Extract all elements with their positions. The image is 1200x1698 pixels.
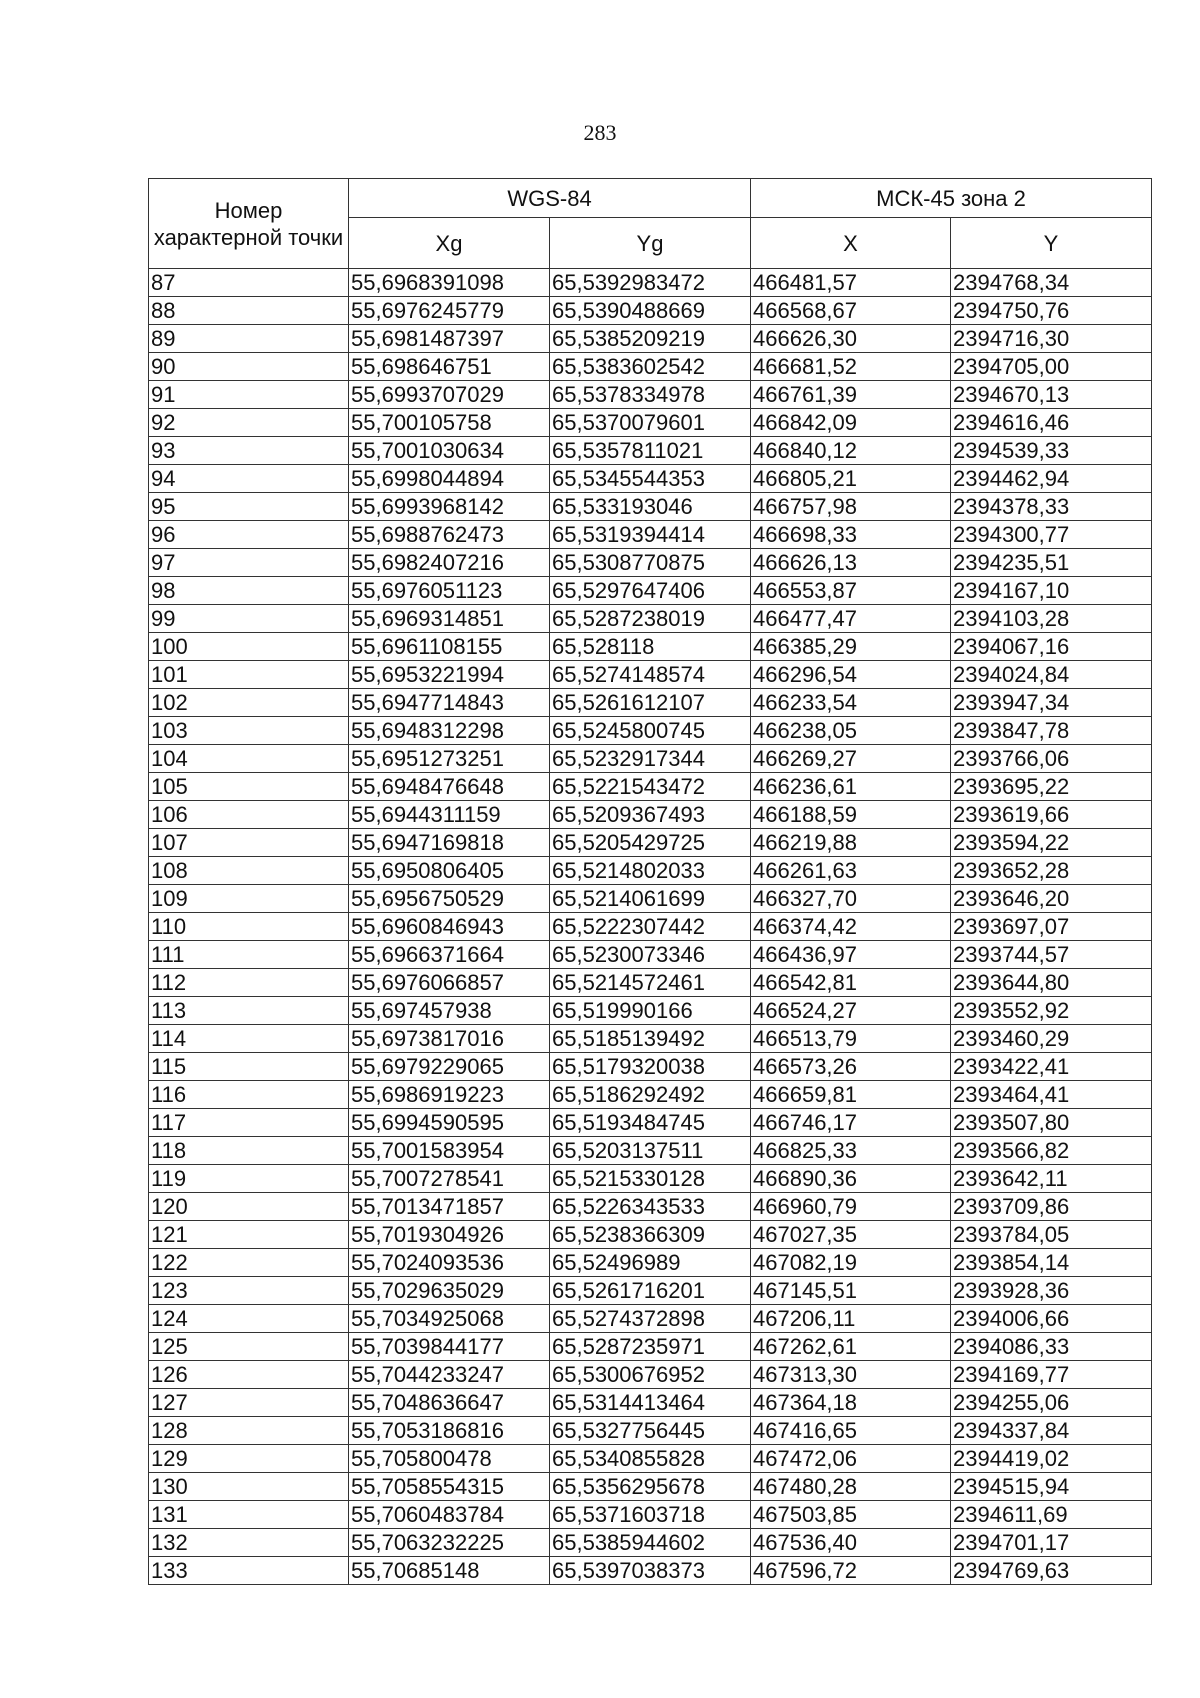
cell-y: 2394670,13: [951, 381, 1152, 409]
cell-yg: 65,5308770875: [550, 549, 751, 577]
cell-yg: 65,5214572461: [550, 969, 751, 997]
cell-xg: 55,6981487397: [349, 325, 550, 353]
table-row: [149, 689, 1152, 717]
table-header: [149, 179, 1152, 269]
cell-yg: 65,5300676952: [550, 1361, 751, 1389]
cell-point-number: 117: [149, 1109, 349, 1137]
cell-x: 466553,87: [751, 577, 951, 605]
cell-xg: 55,7063232225: [349, 1529, 550, 1557]
table-row: [149, 717, 1152, 745]
table-row: [149, 745, 1152, 773]
cell-x: 466385,29: [751, 633, 951, 661]
cell-y: 2393646,20: [951, 885, 1152, 913]
cell-point-number: 130: [149, 1473, 349, 1501]
cell-xg: 55,7024093536: [349, 1249, 550, 1277]
cell-xg: 55,6947714843: [349, 689, 550, 717]
cell-point-number: 132: [149, 1529, 349, 1557]
cell-xg: 55,6968391098: [349, 269, 550, 297]
cell-point-number: 95: [149, 493, 349, 521]
cell-yg: 65,5245800745: [550, 717, 751, 745]
cell-x: 467027,35: [751, 1221, 951, 1249]
cell-xg: 55,6969314851: [349, 605, 550, 633]
cell-yg: 65,5345544353: [550, 465, 751, 493]
cell-yg: 65,5287235971: [550, 1333, 751, 1361]
cell-xg: 55,6979229065: [349, 1053, 550, 1081]
cell-point-number: 133: [149, 1557, 349, 1585]
cell-y: 2393784,05: [951, 1221, 1152, 1249]
cell-x: 466626,30: [751, 325, 951, 353]
cell-x: 466188,59: [751, 801, 951, 829]
cell-yg: 65,5232917344: [550, 745, 751, 773]
cell-point-number: 114: [149, 1025, 349, 1053]
cell-x: 466477,47: [751, 605, 951, 633]
cell-point-number: 123: [149, 1277, 349, 1305]
cell-point-number: 118: [149, 1137, 349, 1165]
cell-xg: 55,7039844177: [349, 1333, 550, 1361]
page-number: 283: [583, 120, 617, 145]
cell-x: 467416,65: [751, 1417, 951, 1445]
cell-xg: 55,6953221994: [349, 661, 550, 689]
cell-yg: 65,5193484745: [550, 1109, 751, 1137]
cell-x: 466746,17: [751, 1109, 951, 1137]
table-row: [149, 1557, 1152, 1585]
cell-y: 2394167,10: [951, 577, 1152, 605]
cell-xg: 55,6960846943: [349, 913, 550, 941]
cell-x: 466681,52: [751, 353, 951, 381]
cell-x: 466219,88: [751, 829, 951, 857]
cell-xg: 55,705800478: [349, 1445, 550, 1473]
cell-xg: 55,6973817016: [349, 1025, 550, 1053]
table-row: [149, 493, 1152, 521]
cell-point-number: 128: [149, 1417, 349, 1445]
table-row: [149, 857, 1152, 885]
cell-x: 466659,81: [751, 1081, 951, 1109]
cell-x: 466825,33: [751, 1137, 951, 1165]
cell-x: 466374,42: [751, 913, 951, 941]
cell-xg: 55,7029635029: [349, 1277, 550, 1305]
cell-y: 2394024,84: [951, 661, 1152, 689]
cell-xg: 55,6993707029: [349, 381, 550, 409]
cell-y: 2394255,06: [951, 1389, 1152, 1417]
cell-x: 467596,72: [751, 1557, 951, 1585]
cell-yg: 65,5186292492: [550, 1081, 751, 1109]
cell-point-number: 115: [149, 1053, 349, 1081]
header-msk45-zone2: МСК-45 зона 2: [751, 179, 1152, 218]
cell-y: 2393594,22: [951, 829, 1152, 857]
cell-xg: 55,7044233247: [349, 1361, 550, 1389]
cell-yg: 65,5297647406: [550, 577, 751, 605]
cell-y: 2394705,00: [951, 353, 1152, 381]
cell-x: 466842,09: [751, 409, 951, 437]
cell-xg: 55,6994590595: [349, 1109, 550, 1137]
cell-xg: 55,7058554315: [349, 1473, 550, 1501]
table-row: [149, 269, 1152, 297]
cell-xg: 55,7007278541: [349, 1165, 550, 1193]
cell-point-number: 88: [149, 297, 349, 325]
cell-point-number: 92: [149, 409, 349, 437]
cell-xg: 55,697457938: [349, 997, 550, 1025]
cell-x: 466436,97: [751, 941, 951, 969]
cell-point-number: 93: [149, 437, 349, 465]
cell-point-number: 90: [149, 353, 349, 381]
cell-x: 467206,11: [751, 1305, 951, 1333]
cell-xg: 55,6950806405: [349, 857, 550, 885]
cell-y: 2393695,22: [951, 773, 1152, 801]
cell-y: 2394103,28: [951, 605, 1152, 633]
cell-yg: 65,5214061699: [550, 885, 751, 913]
cell-xg: 55,6947169818: [349, 829, 550, 857]
cell-yg: 65,5397038373: [550, 1557, 751, 1585]
cell-x: 466805,21: [751, 465, 951, 493]
header-yg: Yg: [550, 218, 751, 269]
cell-yg: 65,533193046: [550, 493, 751, 521]
cell-y: 2394337,84: [951, 1417, 1152, 1445]
cell-x: 466327,70: [751, 885, 951, 913]
cell-yg: 65,5209367493: [550, 801, 751, 829]
cell-yg: 65,5221543472: [550, 773, 751, 801]
cell-xg: 55,7034925068: [349, 1305, 550, 1333]
cell-y: 2393766,06: [951, 745, 1152, 773]
cell-x: 466524,27: [751, 997, 951, 1025]
cell-xg: 55,6976245779: [349, 297, 550, 325]
cell-point-number: 126: [149, 1361, 349, 1389]
cell-yg: 65,5215330128: [550, 1165, 751, 1193]
cell-yg: 65,5370079601: [550, 409, 751, 437]
table-row: [149, 1165, 1152, 1193]
cell-x: 466568,67: [751, 297, 951, 325]
table-row: [149, 1417, 1152, 1445]
table-row: [149, 1389, 1152, 1417]
cell-x: 466573,26: [751, 1053, 951, 1081]
cell-y: 2394616,46: [951, 409, 1152, 437]
cell-xg: 55,6961108155: [349, 633, 550, 661]
cell-point-number: 99: [149, 605, 349, 633]
cell-xg: 55,6993968142: [349, 493, 550, 521]
table-row: [149, 1445, 1152, 1473]
cell-x: 466542,81: [751, 969, 951, 997]
cell-point-number: 129: [149, 1445, 349, 1473]
cell-yg: 65,5327756445: [550, 1417, 751, 1445]
table-row: [149, 381, 1152, 409]
table-row: [149, 325, 1152, 353]
table-row: [149, 409, 1152, 437]
table-row: [149, 1305, 1152, 1333]
cell-yg: 65,5205429725: [550, 829, 751, 857]
cell-xg: 55,6998044894: [349, 465, 550, 493]
cell-yg: 65,5385209219: [550, 325, 751, 353]
table-row: [149, 605, 1152, 633]
cell-y: 2393697,07: [951, 913, 1152, 941]
cell-yg: 65,528118: [550, 633, 751, 661]
cell-yg: 65,5378334978: [550, 381, 751, 409]
cell-yg: 65,5274148574: [550, 661, 751, 689]
cell-x: 466890,36: [751, 1165, 951, 1193]
cell-point-number: 112: [149, 969, 349, 997]
table-row: [149, 1333, 1152, 1361]
cell-xg: 55,6948312298: [349, 717, 550, 745]
cell-y: 2394515,94: [951, 1473, 1152, 1501]
table-row: [149, 1277, 1152, 1305]
table-row: [149, 913, 1152, 941]
table-row: [149, 1529, 1152, 1557]
cell-y: 2394611,69: [951, 1501, 1152, 1529]
cell-y: 2394769,63: [951, 1557, 1152, 1585]
cell-x: 467145,51: [751, 1277, 951, 1305]
cell-point-number: 98: [149, 577, 349, 605]
table-row: [149, 1361, 1152, 1389]
cell-point-number: 106: [149, 801, 349, 829]
cell-y: 2394067,16: [951, 633, 1152, 661]
cell-point-number: 91: [149, 381, 349, 409]
cell-y: 2393947,34: [951, 689, 1152, 717]
cell-x: 466296,54: [751, 661, 951, 689]
cell-point-number: 109: [149, 885, 349, 913]
cell-xg: 55,6982407216: [349, 549, 550, 577]
cell-point-number: 89: [149, 325, 349, 353]
cell-xg: 55,6948476648: [349, 773, 550, 801]
table-row: [149, 521, 1152, 549]
header-y: Y: [951, 218, 1152, 269]
cell-yg: 65,5356295678: [550, 1473, 751, 1501]
table-row: [149, 1137, 1152, 1165]
cell-y: 2394539,33: [951, 437, 1152, 465]
cell-point-number: 97: [149, 549, 349, 577]
table-row: [149, 577, 1152, 605]
cell-y: 2393552,92: [951, 997, 1152, 1025]
coordinates-table: [148, 178, 1152, 1585]
table-row: [149, 353, 1152, 381]
cell-point-number: 120: [149, 1193, 349, 1221]
cell-xg: 55,6944311159: [349, 801, 550, 829]
table-row: [149, 1501, 1152, 1529]
table-row: [149, 801, 1152, 829]
cell-point-number: 116: [149, 1081, 349, 1109]
table-row: [149, 1193, 1152, 1221]
cell-xg: 55,7013471857: [349, 1193, 550, 1221]
cell-yg: 65,5261612107: [550, 689, 751, 717]
cell-point-number: 119: [149, 1165, 349, 1193]
cell-x: 466757,98: [751, 493, 951, 521]
cell-yg: 65,5314413464: [550, 1389, 751, 1417]
table-row: [149, 1081, 1152, 1109]
cell-y: 2394086,33: [951, 1333, 1152, 1361]
cell-x: 467480,28: [751, 1473, 951, 1501]
cell-y: 2394462,94: [951, 465, 1152, 493]
cell-point-number: 122: [149, 1249, 349, 1277]
cell-y: 2393422,41: [951, 1053, 1152, 1081]
cell-y: 2394169,77: [951, 1361, 1152, 1389]
table-row: [149, 1221, 1152, 1249]
table-row: [149, 941, 1152, 969]
cell-xg: 55,6956750529: [349, 885, 550, 913]
table-body: [149, 269, 1152, 1585]
cell-point-number: 87: [149, 269, 349, 297]
cell-x: 466261,63: [751, 857, 951, 885]
cell-y: 2393744,57: [951, 941, 1152, 969]
cell-xg: 55,700105758: [349, 409, 550, 437]
cell-y: 2394235,51: [951, 549, 1152, 577]
cell-yg: 65,5238366309: [550, 1221, 751, 1249]
cell-yg: 65,5185139492: [550, 1025, 751, 1053]
cell-xg: 55,7048636647: [349, 1389, 550, 1417]
cell-y: 2393928,36: [951, 1277, 1152, 1305]
cell-y: 2393464,41: [951, 1081, 1152, 1109]
cell-yg: 65,5214802033: [550, 857, 751, 885]
cell-y: 2393854,14: [951, 1249, 1152, 1277]
cell-y: 2393644,80: [951, 969, 1152, 997]
cell-yg: 65,5274372898: [550, 1305, 751, 1333]
cell-xg: 55,6951273251: [349, 745, 550, 773]
cell-xg: 55,6988762473: [349, 521, 550, 549]
table-row: [149, 661, 1152, 689]
table-row: [149, 829, 1152, 857]
cell-yg: 65,5357811021: [550, 437, 751, 465]
cell-y: 2393460,29: [951, 1025, 1152, 1053]
cell-y: 2393619,66: [951, 801, 1152, 829]
cell-yg: 65,5287238019: [550, 605, 751, 633]
cell-xg: 55,6966371664: [349, 941, 550, 969]
cell-x: 467503,85: [751, 1501, 951, 1529]
cell-x: 467364,18: [751, 1389, 951, 1417]
table-row: [149, 465, 1152, 493]
cell-point-number: 101: [149, 661, 349, 689]
cell-y: 2394716,30: [951, 325, 1152, 353]
header-wgs84: WGS-84: [349, 179, 751, 218]
cell-y: 2393566,82: [951, 1137, 1152, 1165]
table-row: [149, 1109, 1152, 1137]
cell-x: 466960,79: [751, 1193, 951, 1221]
cell-x: 467472,06: [751, 1445, 951, 1473]
cell-x: 466513,79: [751, 1025, 951, 1053]
cell-yg: 65,52496989: [550, 1249, 751, 1277]
cell-x: 466761,39: [751, 381, 951, 409]
cell-x: 466840,12: [751, 437, 951, 465]
cell-y: 2393507,80: [951, 1109, 1152, 1137]
cell-y: 2394768,34: [951, 269, 1152, 297]
cell-xg: 55,7060483784: [349, 1501, 550, 1529]
table-row: [149, 633, 1152, 661]
table-row: [149, 969, 1152, 997]
cell-yg: 65,5230073346: [550, 941, 751, 969]
cell-yg: 65,5383602542: [550, 353, 751, 381]
cell-x: 466236,61: [751, 773, 951, 801]
cell-y: 2394701,17: [951, 1529, 1152, 1557]
table-row: [149, 549, 1152, 577]
cell-point-number: 125: [149, 1333, 349, 1361]
cell-x: 466233,54: [751, 689, 951, 717]
cell-point-number: 113: [149, 997, 349, 1025]
cell-y: 2393847,78: [951, 717, 1152, 745]
cell-yg: 65,5392983472: [550, 269, 751, 297]
cell-y: 2394419,02: [951, 1445, 1152, 1473]
table-row: [149, 885, 1152, 913]
cell-point-number: 127: [149, 1389, 349, 1417]
cell-point-number: 131: [149, 1501, 349, 1529]
cell-yg: 65,5319394414: [550, 521, 751, 549]
cell-yg: 65,5222307442: [550, 913, 751, 941]
cell-y: 2394378,33: [951, 493, 1152, 521]
table-row: [149, 1473, 1152, 1501]
cell-y: 2393709,86: [951, 1193, 1152, 1221]
cell-point-number: 121: [149, 1221, 349, 1249]
cell-xg: 55,7001583954: [349, 1137, 550, 1165]
cell-y: 2394300,77: [951, 521, 1152, 549]
cell-x: 467536,40: [751, 1529, 951, 1557]
cell-point-number: 108: [149, 857, 349, 885]
cell-x: 466269,27: [751, 745, 951, 773]
table-row: [149, 1053, 1152, 1081]
cell-point-number: 107: [149, 829, 349, 857]
cell-xg: 55,7001030634: [349, 437, 550, 465]
cell-y: 2393642,11: [951, 1165, 1152, 1193]
cell-point-number: 111: [149, 941, 349, 969]
cell-x: 466238,05: [751, 717, 951, 745]
cell-y: 2394750,76: [951, 297, 1152, 325]
cell-x: 467262,61: [751, 1333, 951, 1361]
cell-xg: 55,698646751: [349, 353, 550, 381]
cell-point-number: 104: [149, 745, 349, 773]
cell-xg: 55,6976066857: [349, 969, 550, 997]
header-point-number: Номер характерной точки: [149, 179, 349, 269]
table-row: [149, 1025, 1152, 1053]
cell-yg: 65,5371603718: [550, 1501, 751, 1529]
cell-xg: 55,70685148: [349, 1557, 550, 1585]
cell-x: 467313,30: [751, 1361, 951, 1389]
cell-xg: 55,6986919223: [349, 1081, 550, 1109]
cell-yg: 65,519990166: [550, 997, 751, 1025]
cell-point-number: 100: [149, 633, 349, 661]
cell-y: 2394006,66: [951, 1305, 1152, 1333]
cell-x: 467082,19: [751, 1249, 951, 1277]
cell-point-number: 103: [149, 717, 349, 745]
cell-point-number: 94: [149, 465, 349, 493]
table-row: [149, 997, 1152, 1025]
cell-xg: 55,7019304926: [349, 1221, 550, 1249]
table-row: [149, 437, 1152, 465]
cell-point-number: 105: [149, 773, 349, 801]
cell-x: 466626,13: [751, 549, 951, 577]
cell-yg: 65,5203137511: [550, 1137, 751, 1165]
cell-point-number: 96: [149, 521, 349, 549]
cell-xg: 55,7053186816: [349, 1417, 550, 1445]
cell-x: 466481,57: [751, 269, 951, 297]
table-row: [149, 1249, 1152, 1277]
cell-point-number: 110: [149, 913, 349, 941]
table-row: [149, 773, 1152, 801]
cell-y: 2393652,28: [951, 857, 1152, 885]
table-row: [149, 297, 1152, 325]
cell-x: 466698,33: [751, 521, 951, 549]
cell-yg: 65,5261716201: [550, 1277, 751, 1305]
cell-point-number: 124: [149, 1305, 349, 1333]
cell-point-number: 102: [149, 689, 349, 717]
cell-yg: 65,5226343533: [550, 1193, 751, 1221]
header-x: X: [751, 218, 951, 269]
cell-yg: 65,5340855828: [550, 1445, 751, 1473]
cell-xg: 55,6976051123: [349, 577, 550, 605]
cell-yg: 65,5179320038: [550, 1053, 751, 1081]
cell-yg: 65,5385944602: [550, 1529, 751, 1557]
header-xg: Xg: [349, 218, 550, 269]
cell-yg: 65,5390488669: [550, 297, 751, 325]
